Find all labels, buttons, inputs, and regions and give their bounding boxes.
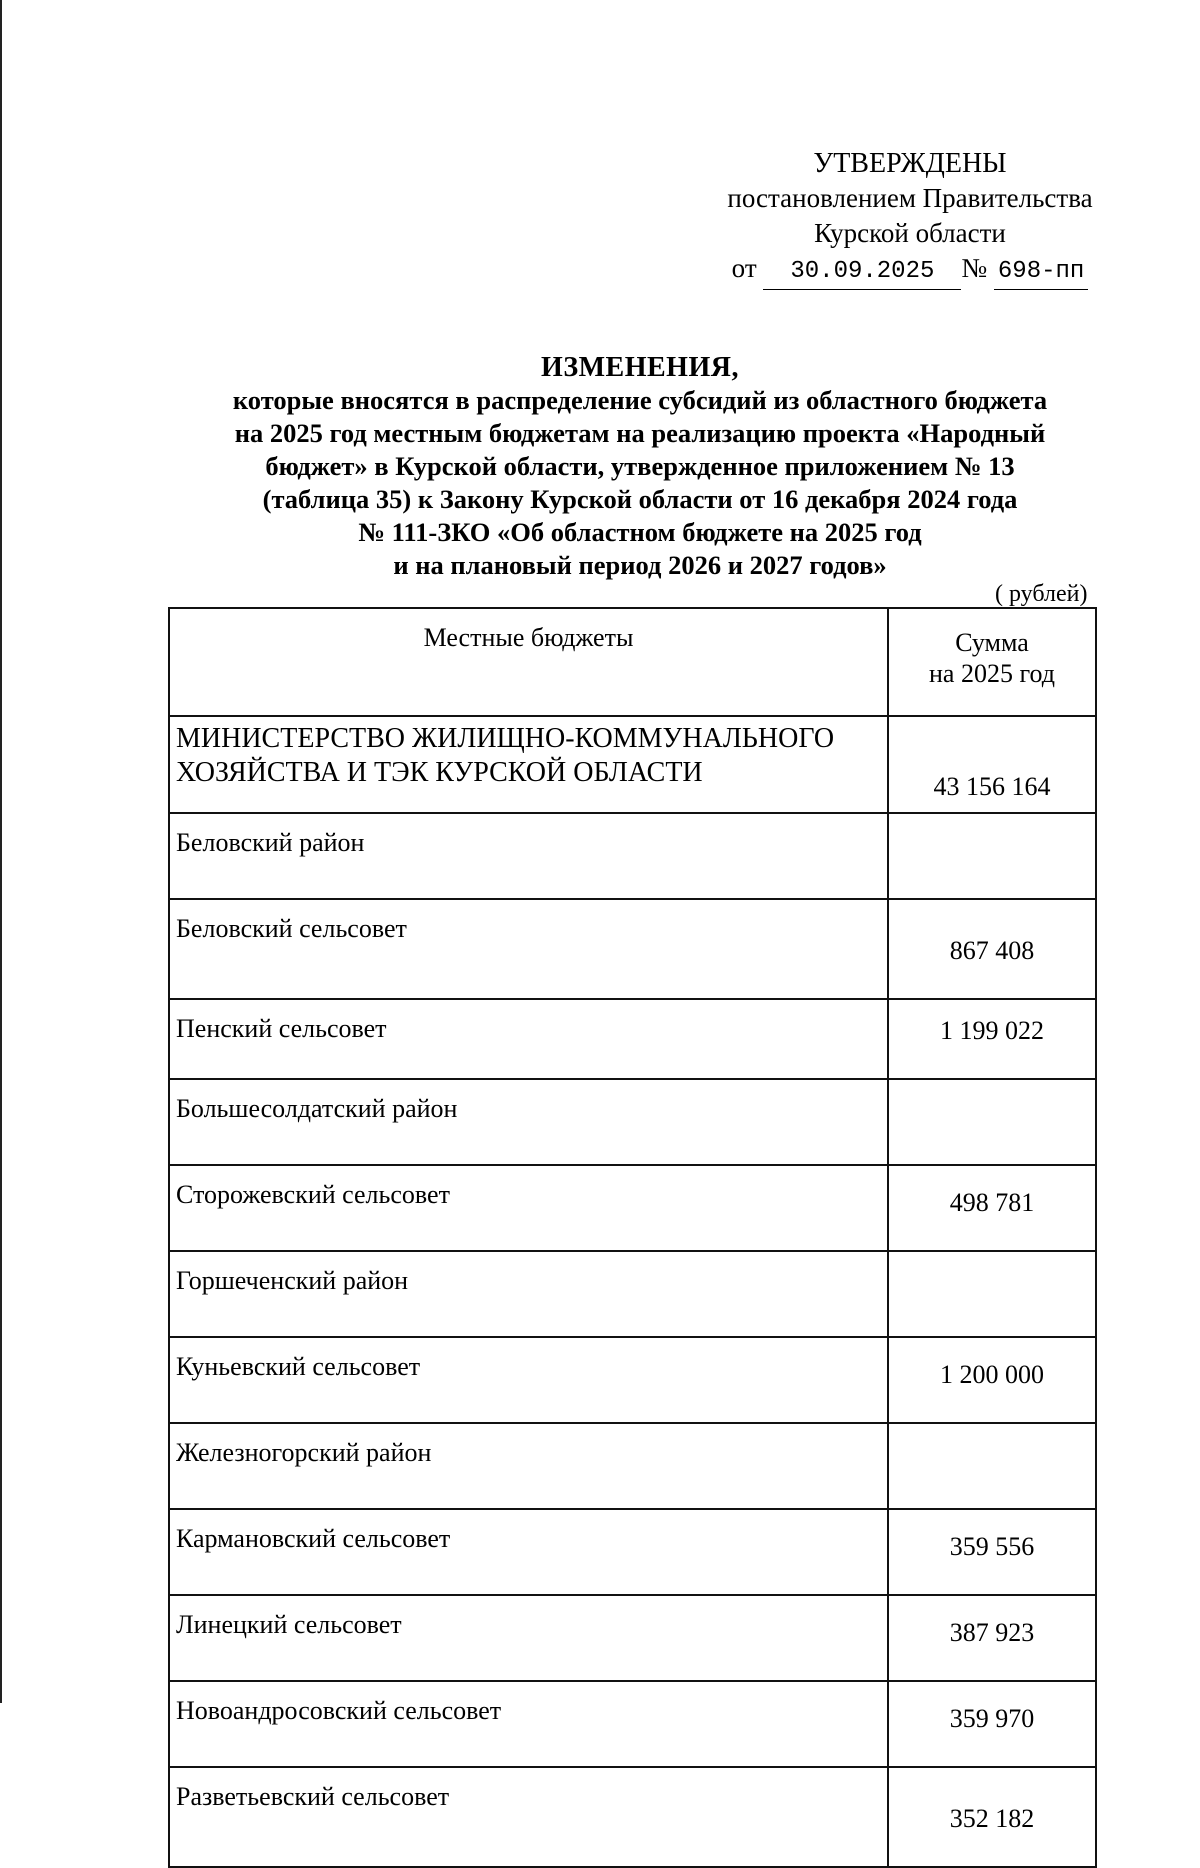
row-name: Кармановский сельсовет — [169, 1509, 888, 1595]
col-header-sum — [888, 608, 1096, 716]
row-name: Линецкий сельсовет — [169, 1595, 888, 1681]
col-header-budgets: Местные бюджеты — [169, 608, 888, 716]
table-row — [169, 1509, 1096, 1595]
table-row — [169, 1681, 1096, 1767]
table-row — [169, 813, 1096, 899]
row-name: Разветьевский сельсовет — [169, 1767, 888, 1867]
table-row — [169, 899, 1096, 999]
heading-line: бюджет» в Курской области, утвержденное приложением № 13 — [265, 451, 1015, 481]
unit-label: ( рублей) — [995, 581, 1088, 607]
row-sum — [888, 813, 1096, 899]
heading-line: и на плановый период 2026 и 2027 годов» — [393, 550, 887, 580]
table-row — [169, 999, 1096, 1079]
row-sum: 359 970 — [888, 1681, 1096, 1767]
approval-line-1: постановлением Правительства — [727, 183, 1093, 213]
row-sum — [888, 1079, 1096, 1165]
col-header-sum-line2: на 2025 год — [929, 659, 1055, 688]
row-sum: 352 182 — [888, 1767, 1096, 1867]
date-prefix: от — [731, 253, 757, 283]
row-sum — [888, 1423, 1096, 1509]
table-row — [169, 1767, 1096, 1867]
table-row — [169, 1079, 1096, 1165]
table-row — [169, 1595, 1096, 1681]
row-sum: 1 200 000 — [888, 1337, 1096, 1423]
heading-line: на 2025 год местным бюджетам на реализацию проекта «Народный — [234, 418, 1046, 448]
table-header-row — [169, 608, 1096, 716]
row-sum: 387 923 — [888, 1595, 1096, 1681]
row-sum: 498 781 — [888, 1165, 1096, 1251]
row-name: Куньевский сельсовет — [169, 1337, 888, 1423]
ministry-sum: 43 156 164 — [888, 716, 1096, 813]
table-row — [169, 1423, 1096, 1509]
row-name: Железногорский район — [169, 1423, 888, 1509]
row-sum: 359 556 — [888, 1509, 1096, 1595]
number-prefix: № — [961, 253, 988, 283]
row-sum: 1 199 022 — [888, 999, 1096, 1079]
approval-line-2: Курской области — [814, 218, 1006, 248]
approval-date-line — [690, 251, 1130, 290]
row-name: Беловский район — [169, 813, 888, 899]
table-row — [169, 1165, 1096, 1251]
approval-number: 698-пп — [994, 254, 1088, 290]
heading-line: которые вносятся в распределение субсидий из областного бюджета — [232, 385, 1048, 415]
ministry-name-line1: МИНИСТЕРСТВО ЖИЛИЩНО-КОММУНАЛЬНОГО — [176, 723, 835, 754]
row-name: Пенский сельсовет — [169, 999, 888, 1079]
row-name: Большесолдатский район — [169, 1079, 888, 1165]
approval-title: УТВЕРЖДЕНЫ — [813, 148, 1007, 179]
ministry-name-line2: ХОЗЯЙСТВА И ТЭК КУРСКОЙ ОБЛАСТИ — [176, 757, 703, 788]
table-row — [169, 1251, 1096, 1337]
approval-date: 30.09.2025 — [763, 254, 961, 290]
table-row — [169, 1337, 1096, 1423]
page-edge — [0, 0, 2, 1703]
col-header-sum-line1: Сумма — [955, 628, 1029, 657]
document-heading — [180, 351, 1100, 582]
budget-table — [168, 607, 1097, 1868]
heading-main: ИЗМЕНЕНИЯ, — [541, 352, 739, 383]
row-name: Сторожевский сельсовет — [169, 1165, 888, 1251]
heading-line: (таблица 35) к Закону Курской области от 16 декабря 2024 года — [262, 484, 1018, 514]
heading-line: № 111-ЗКО «Об областном бюджете на 2025 год — [358, 517, 922, 547]
row-name: Беловский сельсовет — [169, 899, 888, 999]
row-sum — [888, 1251, 1096, 1337]
row-name: Новоандросовский сельсовет — [169, 1681, 888, 1767]
ministry-name — [169, 716, 888, 813]
row-sum: 867 408 — [888, 899, 1096, 999]
approval-stamp — [690, 146, 1130, 290]
table-row-ministry — [169, 716, 1096, 813]
row-name: Горшеченский район — [169, 1251, 888, 1337]
